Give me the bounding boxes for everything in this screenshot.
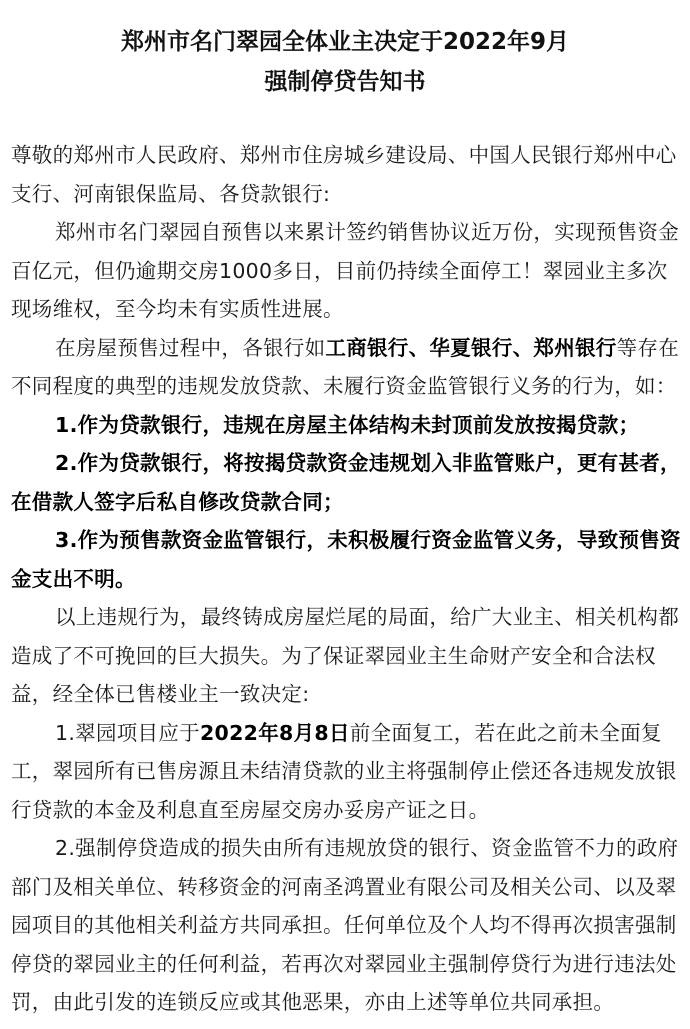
text-segment: 园项目的其他相关利益方共同承担。任何单位及个人均不得再次损害强制 [11, 913, 677, 937]
text-line [11, 868, 687, 907]
text-segment: 造成了不可挽回的巨大损失。为了保证翠园业主生命财产安全和合法权 [11, 643, 656, 668]
text-segment: 停贷的翠园业主的任何利益，若再次对翠园业主强制停贷行为进行违法处 [11, 951, 677, 976]
bold-text: 1.作为贷款银行，违规在房屋主体结构未封顶前发放按揭贷款； [55, 412, 640, 437]
text-line [11, 290, 687, 329]
text-line [11, 675, 687, 714]
document-title: 郑州市名门翠园全体业主决定于2022年9月 [120, 29, 570, 55]
text-segment: 工，翠园所有已售房源且未结清贷款的业主将强制停止偿还各违规发放银 [11, 759, 677, 783]
text-segment: 百亿元，但仍逾期交房1000多日，目前仍持续全面停工！翠园业主多次 [11, 258, 668, 283]
text-segment: 部门及相关单位、转移资金的河南圣鸿置业有限公司及相关公司、以及翠 [11, 874, 677, 899]
text-line [11, 945, 687, 984]
text-line [11, 906, 687, 945]
text-segment: 行贷款的本金及利息直至房屋交房办妥房产证之日。 [11, 797, 490, 822]
text-segment: 尊敬的郑州市人民政府、郑州市住房城乡建设局、中国人民银行郑州中心 [11, 143, 677, 167]
text-line [11, 329, 687, 368]
text-line [11, 714, 687, 753]
text-segment: 益，经全体已售楼业主一致决定: [11, 682, 310, 706]
bold-text: 工商银行、华夏银行、郑州银行 [325, 335, 617, 360]
text-segment: 支行、河南银保监局、各贷款银行: [11, 181, 331, 206]
text-line [11, 406, 687, 445]
bold-text: 2.作为贷款银行，将按揭贷款资金违规划入非监管账户，更有甚者， [55, 451, 681, 475]
text-line [11, 791, 687, 830]
text-line [11, 444, 687, 483]
text-segment: 以上违规行为，最终铸成房屋烂尾的局面，给广大业主、相关机构都 [55, 605, 679, 629]
text-line [11, 521, 687, 560]
text-line [11, 752, 687, 791]
bold-text: 3.作为预售款资金监管银行，未积极履行资金监管义务，导致预售资 [55, 528, 681, 552]
document-subtitle: 强制停贷告知书 [264, 69, 426, 95]
text-line [11, 829, 687, 868]
text-line [11, 560, 687, 599]
document-body [11, 136, 687, 1022]
text-segment: 郑州市名门翠园自预售以来累计签约销售协议近万份，实现预售资金 [55, 220, 679, 244]
text-segment: 在房屋预售过程中，各银行如 [55, 335, 326, 360]
text-segment: 1.翠园项目应于 [55, 720, 200, 745]
text-segment: 等存在 [616, 335, 680, 360]
bold-text: 2022年8月8日 [199, 720, 350, 745]
text-segment: 2.强制停贷造成的损失由所有违规放贷的银行、资金监管不力的政府 [55, 836, 679, 860]
text-segment: 现场维权，至今均未有实质性进展。 [11, 297, 344, 321]
bold-text: 金支出不明。 [11, 566, 136, 591]
text-line [11, 367, 687, 406]
text-line [11, 252, 687, 291]
text-line [11, 983, 687, 1022]
text-segment: 罚，由此引发的连锁反应或其他恶果，亦由上述等单位共同承担。 [11, 990, 615, 1014]
text-line [11, 598, 687, 637]
bold-text: 在借款人签字后私自修改贷款合同； [11, 489, 344, 514]
text-line [11, 175, 687, 214]
text-line [11, 483, 687, 522]
text-line [11, 637, 687, 676]
text-line [11, 213, 687, 252]
text-segment: 前全面复工，若在此之前未全面复 [349, 720, 662, 745]
text-line [11, 136, 687, 175]
text-segment: 不同程度的典型的违规发放贷款、未履行资金监管银行义务的行为，如： [11, 374, 677, 398]
